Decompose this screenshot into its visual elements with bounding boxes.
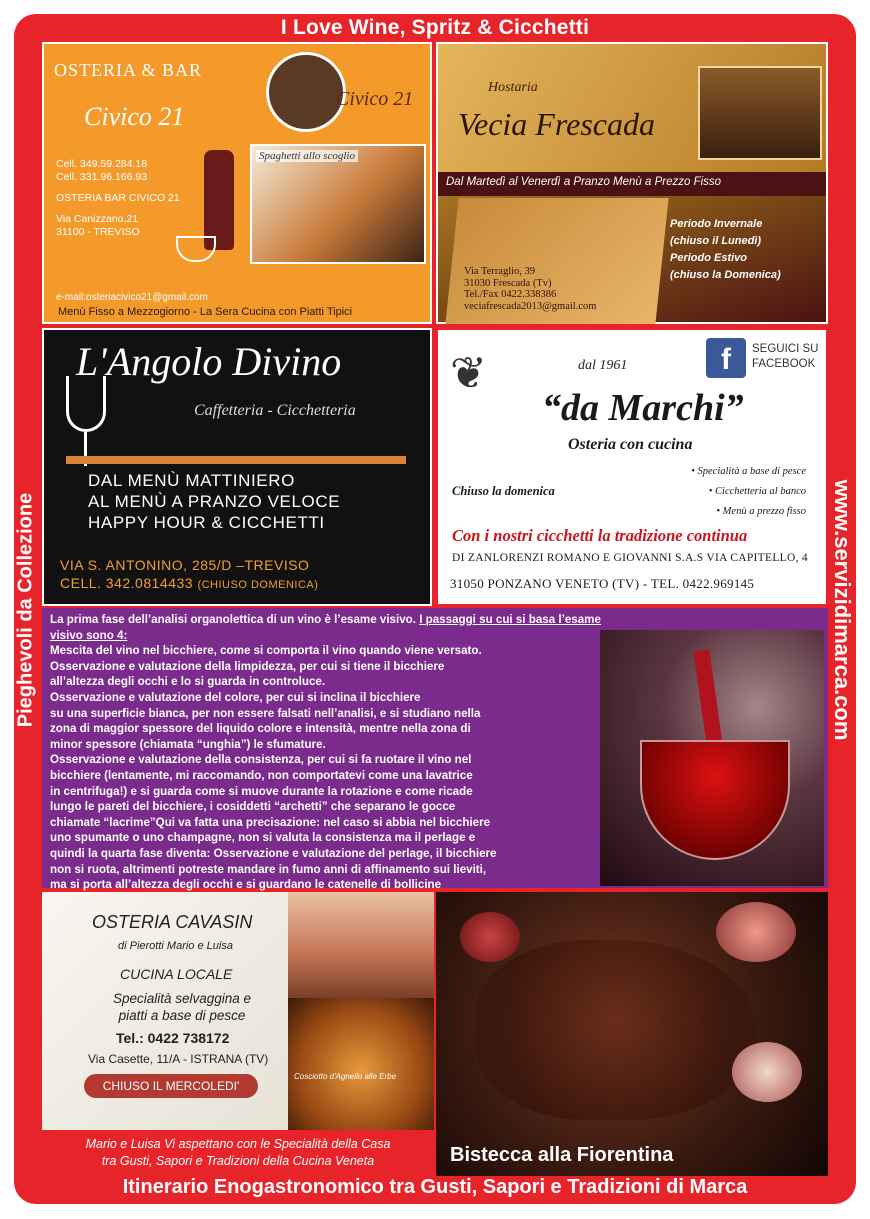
divider-bar bbox=[66, 456, 406, 464]
article-line: lungo le pareti del bicchiere, i cosiddetti “archetti” che separano le gocce bbox=[50, 800, 456, 814]
marchi-specialties bbox=[606, 462, 806, 522]
angolo-line: AL MENÙ A PRANZO VELOCE bbox=[88, 492, 341, 511]
spec-item: • Menù a prezzo fisso bbox=[716, 506, 806, 517]
photo-label: Spaghetti allo scoglio bbox=[256, 150, 358, 162]
civico-logo-text: Civico 21 bbox=[336, 88, 414, 110]
cell-2: Cell. 331.96.166.93 bbox=[56, 171, 148, 183]
spec-line: piatti a base di pesce bbox=[118, 1008, 246, 1023]
osteria-bar-label: OSTERIA & BAR bbox=[54, 60, 203, 80]
civico-contact bbox=[56, 158, 180, 239]
facebook-icon[interactable]: f bbox=[706, 338, 746, 378]
spec-item: • Cicchetteria al banco bbox=[708, 486, 806, 497]
article-line: ma si porta all’altezza degli occhi e si guardano le catenelle di bollicine bbox=[50, 878, 442, 892]
vegetable-image bbox=[460, 912, 520, 962]
bistecca-photo bbox=[436, 892, 828, 1176]
dining-room-photo bbox=[288, 892, 434, 998]
vegetable-image bbox=[716, 902, 796, 962]
cavasin-owners: di Pierotti Mario e Luisa bbox=[118, 940, 233, 952]
article-text bbox=[50, 612, 610, 908]
period-line: (chiuso il Lunedì) bbox=[670, 235, 762, 247]
wine-article bbox=[42, 608, 828, 892]
bistecca-caption: Bistecca alla Fiorentina bbox=[450, 1144, 674, 1166]
spec-item: • Specialità a base di pesce bbox=[691, 466, 806, 477]
wine-glass-photo bbox=[640, 740, 790, 860]
angolo-line: DAL MENÙ MATTINIERO bbox=[88, 471, 295, 490]
article-intro-underlined: I passaggi su cui si basa l’esame visivo sono 4: bbox=[50, 613, 601, 642]
cavasin-closed-badge: CHIUSO IL MERCOLEDI' bbox=[84, 1074, 258, 1098]
angolo-street: VIA S. ANTONINO, 285/D –TREVISO bbox=[60, 557, 310, 573]
article-line: quindi la quarta fase diventa: Osservazione e valutazione del perlage, il bicchiere bbox=[50, 846, 497, 860]
frescada-period bbox=[670, 216, 781, 284]
period-line: Periodo Invernale bbox=[670, 218, 763, 230]
foot-line: Mario e Luisa Vi aspettano con le Specialità della Casa bbox=[85, 1137, 391, 1151]
since-label: dal 1961 bbox=[578, 358, 628, 373]
cavasin-specialties bbox=[112, 990, 252, 1024]
marchi-closed: Chiuso la domenica bbox=[452, 484, 555, 498]
cavasin-cucina: CUCINA LOCALE bbox=[120, 966, 233, 982]
frescada-name-2: Vecia Frescada bbox=[458, 106, 655, 142]
article-line: bicchiere (lentamente, mi raccomando, non comportatevi come una lavatrice bbox=[50, 768, 473, 782]
wine-bottle-icon bbox=[204, 150, 234, 250]
company: OSTERIA BAR CIVICO 21 bbox=[56, 192, 180, 204]
vegetable-image bbox=[732, 1042, 802, 1102]
article-line: Osservazione e valutazione della limpidezza, per cui si tiene il bicchiere bbox=[50, 659, 445, 673]
grapes-icon: ❦ bbox=[450, 349, 487, 398]
side-label-left: Pieghevoli da Collezione bbox=[14, 492, 37, 728]
angolo-closed: (CHIUSO DOMENICA) bbox=[197, 579, 319, 591]
marchi-subtitle: Osteria con cucina bbox=[568, 436, 693, 453]
article-line: Osservazione e valutazione della consistenza, per cui si fa ruotare il vino nel bbox=[50, 753, 472, 767]
wine-pour-photo bbox=[600, 630, 824, 886]
angolo-title: L'Angolo Divino bbox=[76, 339, 342, 384]
marchi-name: “da Marchi” bbox=[542, 387, 744, 429]
spec-line: Specialità selvaggina e bbox=[112, 991, 252, 1006]
angolo-lines bbox=[88, 470, 340, 533]
fb-line: FACEBOOK bbox=[752, 358, 816, 370]
marchi-address: 31050 PONZANO VENETO (TV) - TEL. 0422.969145 bbox=[450, 576, 755, 591]
dish-label: Cosciotto d'Agnello alle Erbe bbox=[294, 1072, 397, 1081]
page-footer-title: Itinerario Enogastronomico tra Gusti, Sapori e Tradizioni di Marca bbox=[122, 1176, 748, 1198]
frescada-address bbox=[464, 266, 596, 312]
cavasin-tel: Tel.: 0422 738172 bbox=[116, 1030, 230, 1046]
article-line: minor spessore (chiamata “unghia”) le sfumature. bbox=[50, 737, 326, 751]
city: 31100 - TREVISO bbox=[56, 226, 140, 238]
ad-angolo-divino bbox=[42, 328, 432, 606]
ad-osteria-cavasin bbox=[42, 892, 434, 1176]
angolo-cell: CELL. 342.0814433 bbox=[60, 575, 194, 591]
angolo-line: HAPPY HOUR & CICCHETTI bbox=[88, 513, 325, 532]
cavasin-name: OSTERIA CAVASIN bbox=[92, 912, 253, 932]
wine-glass-logo-icon bbox=[266, 52, 346, 132]
street: Via Canizzano,21 bbox=[56, 213, 139, 225]
building-photo bbox=[698, 66, 822, 160]
cell-1: Cell. 349.59.284.18 bbox=[56, 158, 148, 170]
angolo-address bbox=[60, 556, 318, 594]
article-line: Mescita del vino nel bicchiere, come si comporta il vino quando viene versato. bbox=[50, 644, 482, 658]
article-intro: La prima fase dell’analisi organolettica di un vino è l’esame visivo. bbox=[50, 613, 420, 626]
lamb-dish-photo bbox=[288, 998, 434, 1130]
wine-stream bbox=[693, 649, 722, 746]
coffee-cup-icon bbox=[176, 236, 216, 262]
cavasin-footer bbox=[42, 1130, 434, 1176]
frescada-strip: Dal Martedì al Venerdì a Pranzo Menù a Prezzo Fisso bbox=[438, 172, 826, 196]
civico-menu: Menù Fisso a Mezzogiorno - La Sera Cucina con Piatti Tipici bbox=[58, 306, 353, 318]
cavasin-address: Via Casette, 11/A - ISTRANA (TV) bbox=[88, 1052, 269, 1066]
angolo-subtitle: Caffetteria - Cicchetteria bbox=[194, 402, 356, 419]
article-line: non si ruota, altrimenti potreste mandare in fumo anni di affinamento sui lieviti, bbox=[50, 862, 487, 876]
fb-line: SEGUICI SU bbox=[752, 343, 819, 355]
addr-line: Via Terraglio, 39 bbox=[464, 266, 536, 277]
article-line: uno spumante o uno champagne, non si valuta la consistenza ma il perlage e bbox=[50, 831, 476, 845]
ad-vecia-frescada bbox=[436, 42, 828, 324]
period-line: Periodo Estivo bbox=[670, 252, 748, 264]
steak-image bbox=[476, 940, 756, 1120]
facebook-label[interactable] bbox=[752, 342, 818, 372]
addr-line: veciafrescada2013@gmail.com bbox=[464, 300, 597, 312]
article-line: su una superficie bianca, per non essere falsati nell’analisi, e si studiano nella bbox=[50, 706, 481, 720]
article-line: chiamate “lacrime”Qui va fatta una precisazione: nel caso si abbia nel bicchiere bbox=[50, 815, 491, 829]
ad-civico21 bbox=[42, 42, 432, 324]
article-line: zona di maggior spessore del liquido colore e intensità, mentre nella zona di bbox=[50, 722, 471, 736]
article-line: in centrifuga!) e si guarda come si muove durante la rotazione e come ricade bbox=[50, 784, 473, 798]
ad-da-marchi bbox=[436, 328, 828, 606]
article-line: all’altezza degli occhi e lo si guarda in controluce. bbox=[50, 675, 326, 689]
marchi-owner: DI ZANLORENZI ROMANO E GIOVANNI S.A.S VIA CAPITELLO, 4 bbox=[452, 552, 808, 564]
side-label-right: www.servizidimarca.com bbox=[830, 479, 855, 741]
foot-line: tra Gusti, Sapori e Tradizioni della Cucina Veneta bbox=[101, 1154, 375, 1168]
page-title: I Love Wine, Spritz & Cicchetti bbox=[280, 16, 590, 39]
period-line: (chiuso la Domenica) bbox=[670, 269, 781, 281]
addr-line: Tel./Fax 0422.338386 bbox=[464, 289, 557, 300]
civico-email: e-mail:osteriacivico21@gmail.com bbox=[56, 292, 208, 303]
frescada-name-1: Hostaria bbox=[488, 80, 538, 95]
civico-name: Civico 21 bbox=[84, 102, 185, 131]
article-line: Osservazione e valutazione del colore, per cui si inclina il bicchiere bbox=[50, 690, 421, 704]
marchi-tagline: Con i nostri cicchetti la tradizione continua bbox=[452, 526, 748, 545]
spaghetti-photo bbox=[250, 144, 426, 264]
addr-line: 31030 Frescada (Tv) bbox=[464, 277, 552, 289]
